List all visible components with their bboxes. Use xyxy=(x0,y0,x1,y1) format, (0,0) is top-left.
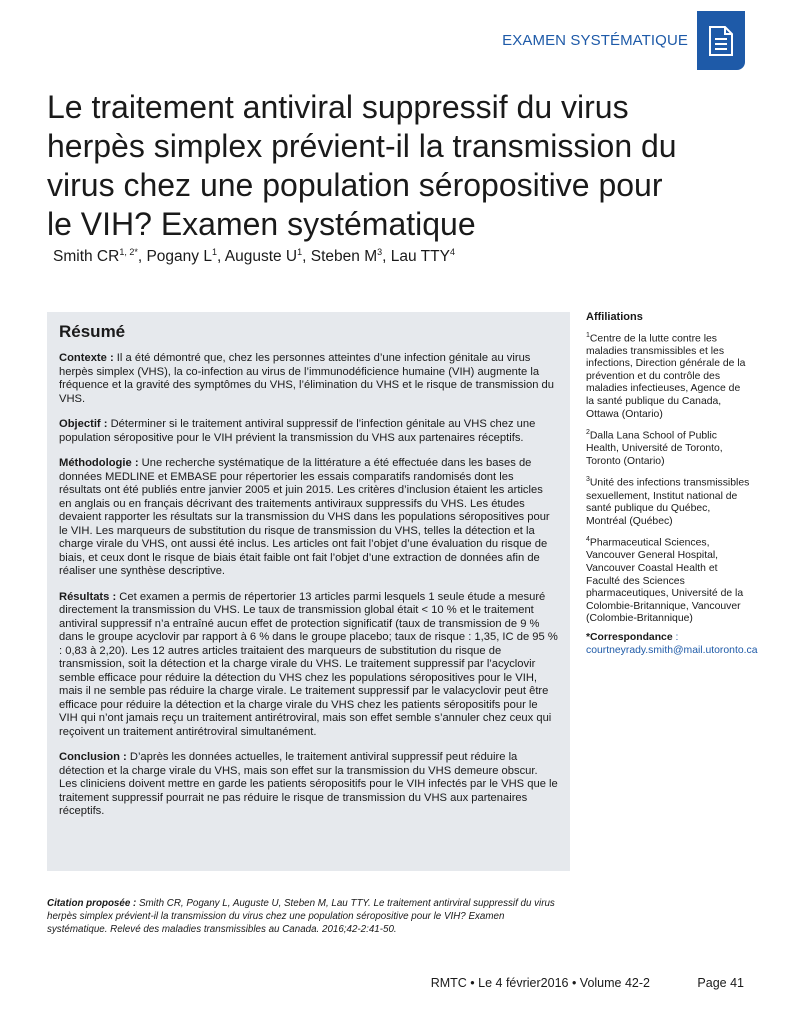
abstract-context: Contexte : Il a été démontré que, chez les personnes atteintes d’une infection génitale au virus herpès simplex (VHS), la co-infection au virus de l’immunodéficience humaine (VIH) augmente la fréquence et la gravité des symptômes du VHS, l’élimination du VHS et le risque de transmission du VHS. xyxy=(59,352,554,405)
abstract-heading: Résumé xyxy=(59,322,126,341)
abstract-objective: Objectif : Déterminer si le traitement antiviral suppressif de l’infection génitale au VHS chez une population séropositive pour le VIH prévient la transmission du VHS aux partenaires réceptifs. xyxy=(59,418,536,444)
correspondence-email-link[interactable]: courtneyrady.smith@mail.utoronto.ca xyxy=(586,644,758,656)
section-label: EXAMEN SYSTÉMATIQUE xyxy=(502,32,688,49)
author: Lau TTY$^4$ xyxy=(390,247,455,266)
correspondence: *Correspondance : courtneyrady.smith@mail.utoronto.ca xyxy=(586,631,758,656)
affiliation-item: $^2$Dalla Lana School of Public Health, Université de Toronto, Toronto (Ontario) xyxy=(586,429,723,467)
suggested-citation: Citation proposée : Smith CR, Pogany L, Auguste U, Steben M, Lau TTY. Le traitement antirviral suppressif du virus herpès simplex prévient-il la transmission du virus chez une population séropositive pour le VIH? Examen systématique. Relevé des maladies transmissibles au Canada. 2016;42-2:41-50. xyxy=(47,898,555,936)
author: Pogany $L^1$, xyxy=(146,247,225,266)
abstract-methodology: Méthodologie : Une recherche systématique de la littérature a été effectuée dans les bases de données MEDLINE et EMBASE pour répertorier les essais comparatifs randomisés dont les résultats ont été publiés entre janvier 2005 et juin 2015. Les critères d’inclusion étaient les articles en anglais ou en français décrivant des traitements antiviraux suppressifs du VHS. Les études devaient rapporter les résultats sur la transmission du VHS dans les populations séropositives pour le VIH. Les marqueurs de substitution du risque de transmission du VHS, telles la détection et la charge virale du VHS, ont aussi été inclus. Les articles ont fait l’objet d’une évaluation du risque de biais, et ceux dont le risque de biais était faible ont fait l’objet d’une extraction de données afin de réaliser une synthèse descriptive. xyxy=(59,457,550,577)
article-title: Le traitement antiviral suppressif du virus herpès simplex prévient-il la transmission du virus chez une population séropositive pour le VIH? Examen systématique xyxy=(47,89,677,242)
abstract-results: Résultats : Cet examen a permis de répertorier 13 articles parmi lesquels 1 seule étude a mesuré directement la transmission du VHS. Le taux de transmission global était < 10 % et le traitement antiviral suppressif n’a entraîné aucun effet de protection significatif (taux de transmission de 9 % dans le groupe acyclovir par rapport à 6 % dans le groupe placebo; taux de risque : 1,35, IC de 95 % : 0,83 à 2,20). Les 12 autres articles traitaient des marqueurs de substitution du risque de transmission, soit la détection et la charge virale du VHS. Le traitement suppressif par l’acyclovir semble efficace pour réduire la détection du VHS chez les populations séropositives pour le VIH, mais il ne semble pas réduire la charge virale. Le traitement suppressif par le valacyclovir peut être efficace pour réduire la détection et la charge virale du VHS chez les patients séropositifs pour le VIH qui n’ont jamais reçu un traitement antirétroviral, mais son effet semble s’annuler chez ceux qui reçoivent un traitement antirétroviral simultanément. xyxy=(59,590,558,738)
affiliation-item: $^3$Unité des infections transmissibles sexuellement, Institut national de santé publique du Québec, Montréal (Québec) xyxy=(586,476,750,527)
affiliation-item: $^4$Pharmaceutical Sciences, Vancouver General Hospital, Vancouver Coastal Health et Faculté des Sciences pharmaceutiques, Université de la Colombie-Britannique, Vancouver (Colombie-Britannique) xyxy=(586,536,744,625)
author: Auguste $U^1$, xyxy=(224,247,311,266)
affiliation-item: $^1$Centre de la lutte contre les maladies transmissibles et les infections, Direction générale de la prévention et du contrôle des maladies infectieuses, Agence de la santé publique du Canada, Ottawa (Ontario) xyxy=(586,331,746,420)
footer-journal-info: RMTC • Le 4 février2016 • Volume 42-2 xyxy=(430,976,650,990)
abstract-box xyxy=(47,312,570,871)
document-icon xyxy=(697,11,745,70)
author: Steben $M^3$, xyxy=(310,247,391,266)
abstract-conclusion: Conclusion : D’après les données actuelles, le traitement antiviral suppressif peut réduire la détection et la charge virale du VHS, mais son effet sur la transmission du VHS demeure obscur. Les cliniciens doivent mettre en garde les patients séropositifs pour le VIH infectés par le VHS que le traitement suppressif pourrait ne pas réduire le risque de transmission du VHS aux partenaires réceptifs. xyxy=(59,751,558,817)
affiliations xyxy=(586,311,758,663)
page-number: Page 41 xyxy=(697,976,744,990)
affiliations-heading: Affiliations xyxy=(586,311,643,323)
author: Smith $CR^{1, 2*}$, xyxy=(53,247,147,266)
author-list xyxy=(53,247,455,266)
